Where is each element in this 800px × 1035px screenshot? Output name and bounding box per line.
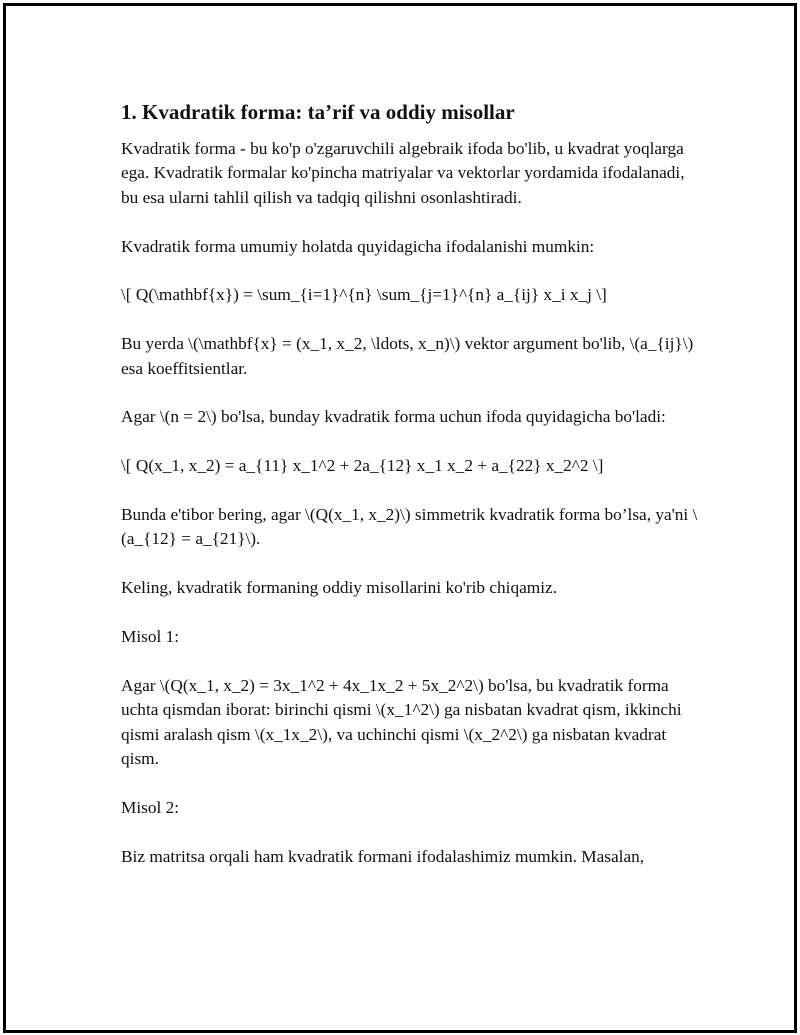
page-frame (3, 3, 797, 1033)
example-1-body: Agar \(Q(x_1, x_2) = 3x_1^2 + 4x_1x_2 + 5x_2^2\) bo'lsa, bu kvadratik forma uchta qismdan iborat: birinchi qismi \(x_1^2\) ga nisbatan kvadrat qism, ikkinchi qismi aralash qism \(x_1x_2\), va uchinchi qismi \(x_2^2\) ga nisbatan kvadrat qism. (121, 675, 682, 769)
formula-general: \[ Q(\mathbf{x}) = \sum_{i=1}^{n} \sum_{j=1}^{n} a_{ij} x_i x_j \] (121, 285, 607, 305)
example-2-heading: Misol 2: (121, 797, 180, 817)
paragraph-vector-argument: Bu yerda \(\mathbf{x} = (x_1, x_2, \ldots, x_n)\) vektor argument bo'lib, \(a_{ij}\) esa koeffitsientlar. (121, 334, 694, 378)
formula-two-variables: \[ Q(x_1, x_2) = a_{11} x_1^2 + 2a_{12} x_1 x_2 + a_{22} x_2^2 \] (121, 456, 604, 476)
paragraph-n-equals-2: Agar \(n = 2\) bo'lsa, bunday kvadratik forma uchun ifoda quyidagicha bo'ladi: (121, 407, 666, 427)
document-body (121, 98, 701, 893)
example-1-heading: Misol 1: (121, 627, 180, 646)
paragraph-symmetric-note: Bunda e'tibor bering, agar \(Q(x_1, x_2)\) simmetrik kvadratik forma bo’lsa, ya'ni \(a_{12} = a_{21}\). (121, 505, 698, 549)
example-2-body: Biz matritsa orqali ham kvadratik formani ifodalashimiz mumkin. Masalan, (121, 846, 645, 866)
paragraph-general-form-intro: Kvadratik forma umumiy holatda quyidagicha ifodalanishi mumkin: (121, 236, 595, 256)
section-title: 1. Kvadratik forma: ta’rif va oddiy misollar (121, 100, 515, 124)
paragraph-definition: Kvadratik forma - bu ko'p o'zgaruvchili algebraik ifoda bo'lib, u kvadrat yoqlarga ega. Kvadratik formalar ko'pincha matriyalar va vektorlar yordamida ifodalanadi, bu esa ularni tahlil qilish va tadqiq qilishni osonlashtiradi. (121, 139, 685, 207)
paragraph-examples-intro: Keling, kvadratik formaning oddiy misollarini ko'rib chiqamiz. (121, 578, 558, 598)
